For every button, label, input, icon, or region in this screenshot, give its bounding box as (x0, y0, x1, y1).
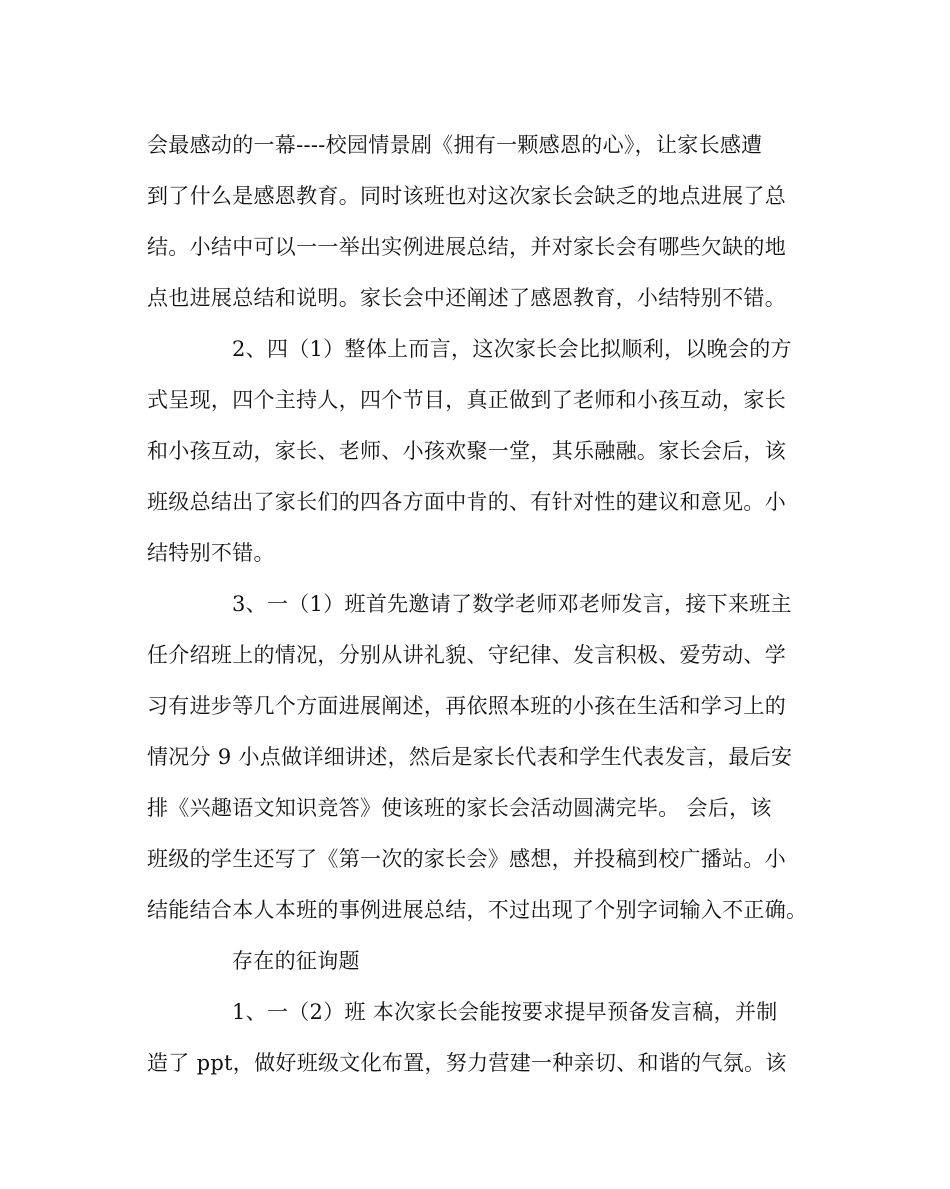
paragraph-line: 点也进展总结和说明。家长会中还阐述了感恩教育，小结特别不错。 (147, 286, 786, 310)
paragraph-line: 班级的学生还写了《第一次的家长会》感想，并投稿到校广播站。小 (147, 847, 786, 871)
paragraph-line: 排《兴趣语文知识竞答》使该班的家长会活动圆满完毕。 会后，该 (147, 796, 772, 820)
paragraph-line: 结。小结中可以一一举出实例进展总结，并对家长会有哪些欠缺的地 (147, 235, 786, 259)
paragraph-line: 2、四（1）整体上而言，这次家长会比拟顺利，以晚会的方 (232, 337, 792, 361)
paragraph-line: 到了什么是感恩教育。同时该班也对这次家长会缺乏的地点进展了总 (147, 184, 786, 208)
paragraph-line: 结特别不错。 (147, 541, 275, 565)
paragraph-line: 式呈现，四个主持人，四个节目，真正做到了老师和小孩互动，家长 (147, 388, 786, 412)
paragraph-line: 1、一（2）班 本次家长会能按要求提早预备发言稿，并制 (232, 1000, 778, 1024)
paragraph-line: 会最感动的一幕----校园情景剧《拥有一颗感恩的心》，让家长感遭 (147, 133, 763, 157)
paragraph-line: 3、一（1）班首先邀请了数学老师邓老师发言，接下来班主 (232, 592, 792, 616)
section-heading: 存在的征询题 (232, 949, 360, 973)
paragraph-line: 习有进步等几个方面进展阐述，再依照本班的小孩在生活和学习上的 (147, 694, 786, 718)
paragraph-line: 结能结合本人本班的事例进展总结，不过出现了个别字词输入不正确。 (147, 898, 808, 922)
paragraph-line: 情况分 9 小点做详细讲述，然后是家长代表和学生代表发言，最后安 (147, 745, 793, 769)
paragraph-line: 班级总结出了家长们的四各方面中肯的、有针对性的建议和意见。小 (147, 490, 786, 514)
paragraph-line: 和小孩互动，家长、老师、小孩欢聚一堂，其乐融融。家长会后，该 (147, 439, 786, 463)
paragraph-line: 造了 ppt，做好班级文化布置，努力营建一种亲切、和谐的气氛。该 (147, 1051, 787, 1075)
paragraph-line: 任介绍班上的情况，分别从讲礼貌、守纪律、发言积极、爱劳动、学 (147, 643, 786, 667)
